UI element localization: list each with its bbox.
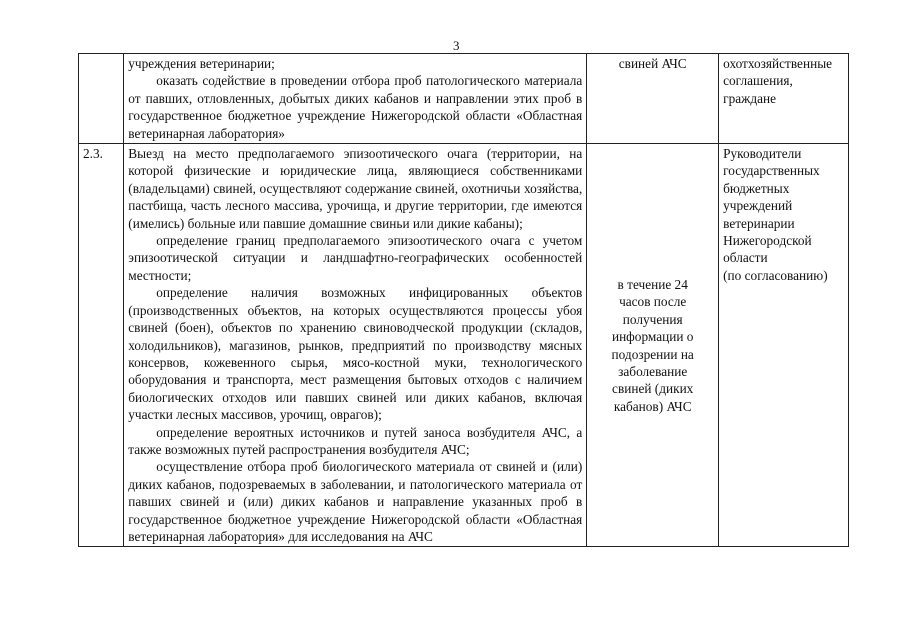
action-text: учреждения ветеринарии; [128,56,275,71]
responsible-text: Нижегородской [723,233,812,249]
responsible-cell [719,144,849,547]
term-text: информации о [611,329,694,345]
action-paragraph: определение границ предполагаемого эпизоотического очага с учетом эпизоотической ситуации и ландшафтно-географических особенностей местности; [128,233,583,283]
measures-table [78,53,849,547]
action-paragraph: Выезд на место предполагаемого эпизоотического очага (территории, на которой физические и юридические лица, являющиеся собственниками (владельцами) свиней, осуществляют содержание свиней, охотничьи хозяйства, пастбища, часть лесного массива, урочища, и другие территории, где имеются (имелись) больные или павшие домашние свиньи или дикие кабаны); [128,146,583,231]
action-paragraph: осуществление отбора проб биологического материала от свиней и (или) диких кабанов, подозреваемых в заболевании, и патологического материала от павших свиней и (или) диких кабанов и направление указанных проб в государственное бюджетное учреждение Нижегородской области «Областная ветеринарная лаборатория» для исследования на АЧС [128,459,583,544]
term-text: заболевание [618,364,688,380]
term-cell: свиней АЧС [587,54,719,144]
responsible-text: области [723,250,768,266]
responsible-cell [719,54,849,144]
row-number-cell [79,54,124,144]
term-text: получения [622,311,683,327]
action-text: оказать содействие в проведении отбора проб патологического материала от павших, отловленных, добытых диких кабанов и направлении этих проб в государственное бюджетное учреждение Нижегородской области «Областная ветеринарная лаборатория» [128,73,583,141]
responsible-text: бюджетных [723,180,790,196]
term-text: подозрении на [611,346,694,362]
term-text: свиней (диких [612,381,694,397]
term-text: часов после [619,294,687,310]
row-number-cell: 2.3. [79,144,124,547]
action-cell [124,54,587,144]
table-row [79,144,849,547]
action-paragraph: определение наличия возможных инфицированных объектов (производственных объектов, на которых осуществляются процессы убоя свиней (боен), объектов по хранению свиноводческой продукции (складов, холодильников), магазинов, рынков, предприятий по производству мясных консервов, кожевенного сырья, мясо-костной муки, технологического оборудования и транспорта, мест размещения бытовых отходов с наличием биологических отходов или павших свиней или диких кабанов, включая участки лесных массивов, урочищ, оврагов); [128,285,583,423]
responsible-text: учреждений [723,198,793,214]
term-text: кабанов) АЧС [613,398,692,414]
page-number: 3 [453,38,460,53]
action-cell [124,144,587,547]
term-cell [587,144,719,547]
responsible-text: государственных [723,163,820,179]
term-text: в течение 24 [617,277,688,293]
responsible-text: Руководители [723,146,802,162]
responsible-text: граждане [723,90,777,106]
responsible-text: ветеринарии [723,215,795,231]
responsible-text: (по согласованию) [723,267,828,283]
responsible-text: охотхозяйственные [723,56,833,71]
table-row [79,54,849,144]
action-paragraph: определение вероятных источников и путей заноса возбудителя АЧС, а также возможных путей распространения возбудителя АЧС; [128,424,583,457]
responsible-text: соглашения, [723,73,793,89]
term-spacer [591,145,714,276]
